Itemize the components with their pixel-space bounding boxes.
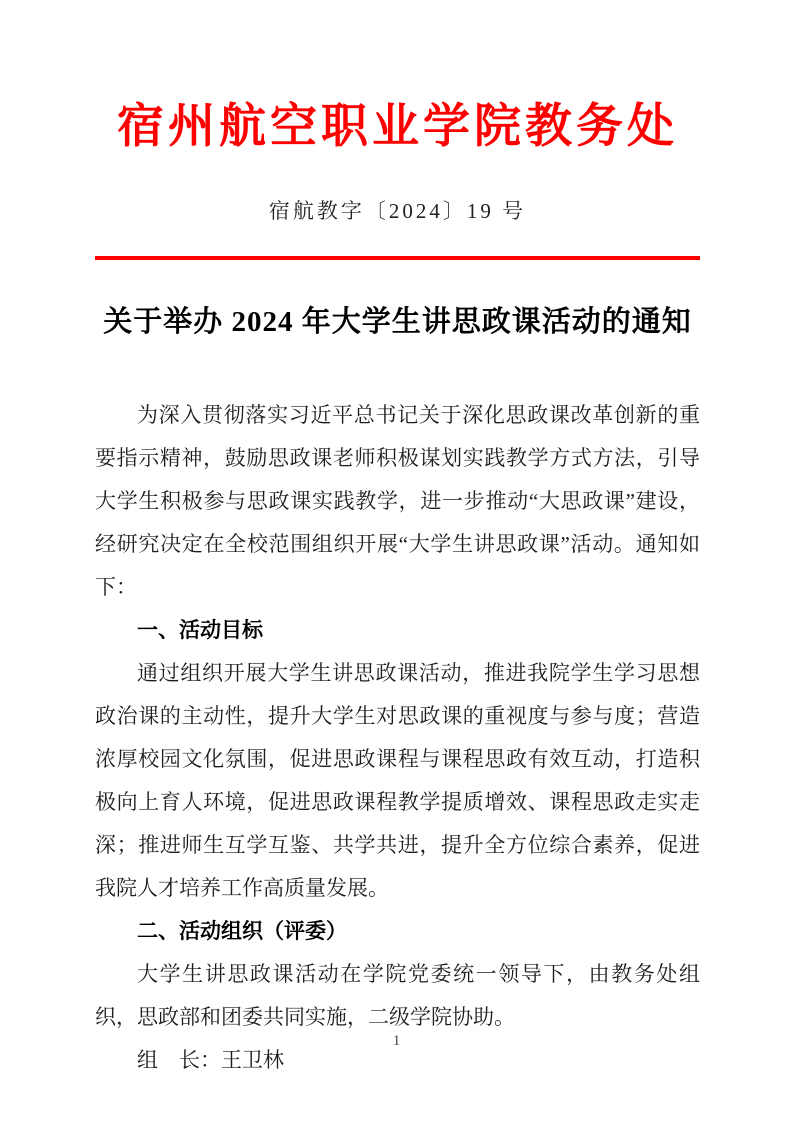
section-heading-2: 二、活动组织（评委）	[137, 920, 347, 943]
document-title: 关于举办 2024 年大学生讲思政课活动的通知	[103, 306, 692, 338]
red-divider-line	[95, 256, 700, 260]
section-heading-1: 一、活动目标	[137, 619, 263, 642]
paragraph-group-leader: 组 长：王卫林	[137, 1048, 284, 1072]
agency-header-title: 宿州航空职业学院教务处	[117, 101, 678, 153]
page-number: 1	[392, 1033, 401, 1049]
document-body	[95, 394, 700, 1082]
paragraph-organization: 大学生讲思政课活动在学院党委统一领导下，由教务处组织，思政部和团委共同实施，二级学院协助。	[95, 962, 700, 1029]
document-number: 宿航教字〔2024〕19 号	[268, 199, 527, 223]
paragraph-intro: 为深入贯彻落实习近平总书记关于深化思政课改革创新的重要指示精神，鼓励思政课老师积极谋划实践教学方式方法，引导大学生积极参与思政课实践教学，进一步推动“大思政课”建设，经研究决定在全校范围组织开展“大学生讲思政课”活动。通知如下：	[95, 403, 700, 599]
paragraph-goals: 通过组织开展大学生讲思政课活动，推进我院学生学习思想政治课的主动性，提升大学生对思政课的重视度与参与度；营造浓厚校园文化氛围，促进思政课程与课程思政有效互动，打造积极向上育人环境，促进思政课程教学提质增效、课程思政走实走深；推进师生互学互鉴、共学共进，提升全方位综合素养，促进我院人才培养工作高质量发展。	[95, 661, 700, 900]
